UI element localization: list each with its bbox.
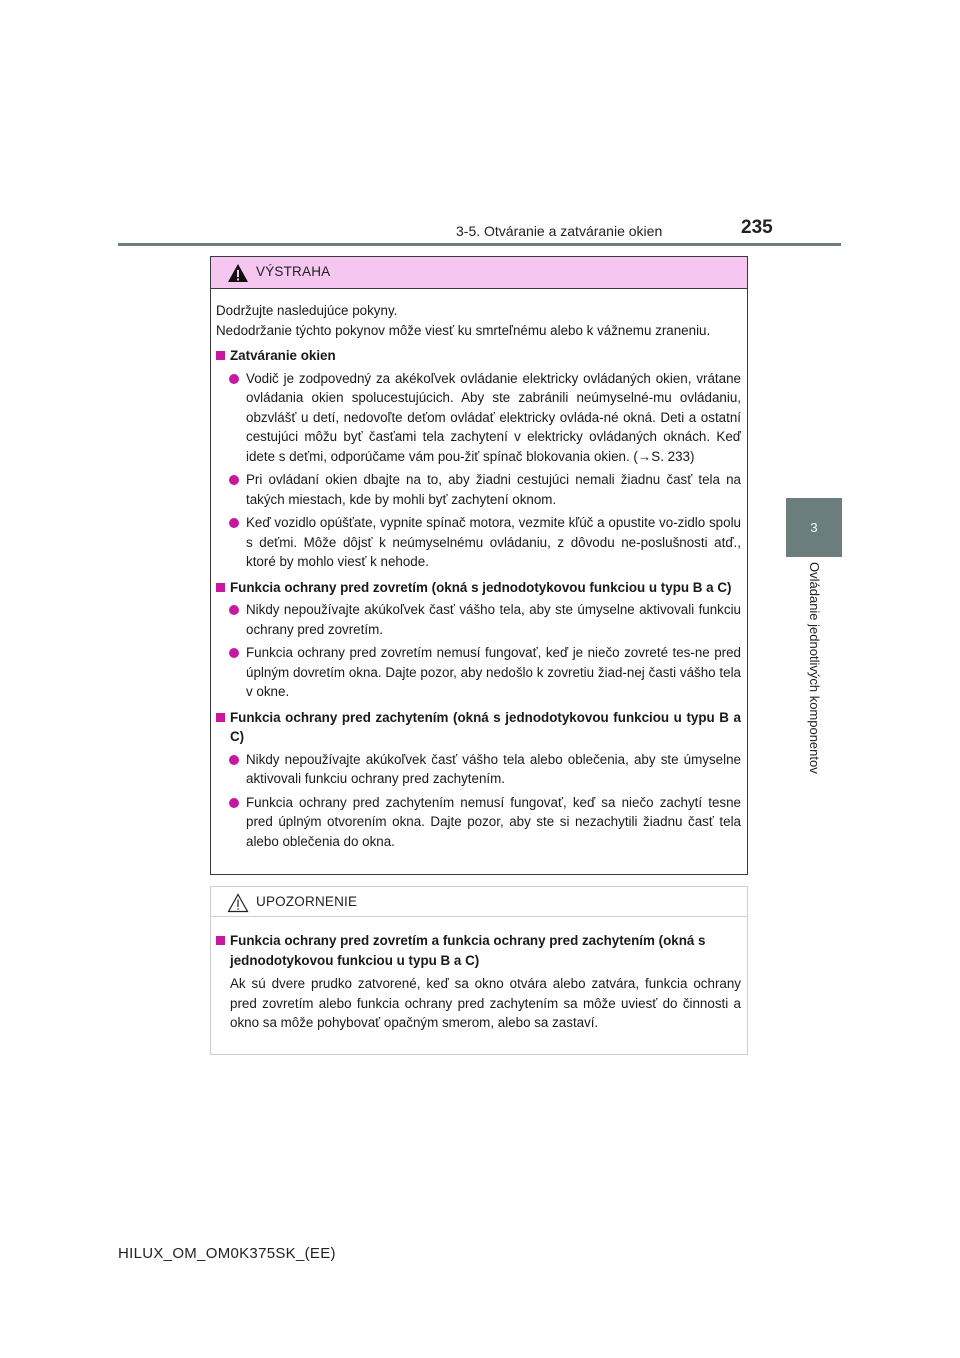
section-square-icon xyxy=(216,936,225,945)
section-title-text: Funkcia ochrany pred zovretím a funkcia ochrany pred zachytením (okná s jednodotykovou funkciou u typu B a C) xyxy=(230,933,706,968)
list-item-text: Keď vozidlo opúšťate, vypnite spínač motora, vezmite kľúč a opustite vo-zidlo spolu s deťmi. Môže dôjsť k neúmyselnému ovládaniu, z dôvodu ne-poslušnosti atď., ktoré by mohlo viesť k nehode. xyxy=(246,515,741,569)
caution-content xyxy=(211,917,747,1033)
chapter-caption-area xyxy=(786,562,842,812)
list-item xyxy=(229,600,741,639)
section-square-icon xyxy=(216,351,225,360)
list-item-text: Vodič je zodpovedný za akékoľvek ovládanie elektricky ovládaných okien, vrátane ovládania okien spolucestujúcich. Aby ste zabránili neúmyselné-mu ovládaniu, obzvlášť u detí, nedovoľte deťom ovládať elektricky ovláda-né okná. Deti a ostatní cestujúci môžu byť časťami tela zachytení v elektricky ovládaných oknách. Keď idete s deťmi, odporúčame vám pou-žiť spínač blokovania okien. (→S. 233) xyxy=(246,370,741,464)
warning-triangle-filled-icon xyxy=(227,263,249,283)
page-number: 235 xyxy=(741,217,773,238)
warning-intro-line-1: Dodržujte nasledujúce pokyny. xyxy=(216,303,398,318)
section-title-text: Funkcia ochrany pred zovretím (okná s jednodotykovou funkciou u typu B a C) xyxy=(230,579,732,595)
list-item-text: Pri ovládaní okien dbajte na to, aby žiadni cestujúci nemali žiadnu časť tela na takých miestach, kde by mohli byť zachytení oknom. xyxy=(246,472,741,507)
section-title-text: Funkcia ochrany pred zachytením (okná s jednodotykovou funkciou u typu B a C) xyxy=(230,709,741,744)
list-item-text: Funkcia ochrany pred zovretím nemusí fungovať, keď je niečo zovreté tes-ne pred úplným dovretím okna. Dajte pozor, aby nedošlo k zovretiu žiad-nej časti vášho tela v okne. xyxy=(246,645,741,699)
section-title-jam-protection xyxy=(216,578,741,598)
header-rule xyxy=(118,243,841,246)
list-item xyxy=(229,643,741,702)
bullet-dot-icon xyxy=(229,374,239,384)
bullet-dot-icon xyxy=(229,518,239,528)
bullet-dot-icon xyxy=(229,755,239,765)
warning-content xyxy=(211,289,747,851)
running-header-section: 3-5. Otváranie a zatváranie okien xyxy=(456,223,663,239)
section-title-text: Zatváranie okien xyxy=(230,348,336,363)
section-square-icon xyxy=(216,583,225,592)
section-title-closing xyxy=(216,346,741,366)
warning-intro xyxy=(216,301,741,340)
caution-box xyxy=(210,886,748,1055)
list-item xyxy=(229,369,741,467)
list-item xyxy=(229,793,741,852)
warning-intro-line-2: Nedodržanie týchto pokynov môže viesť ku smrteľnému alebo k vážnemu zraneniu. xyxy=(216,322,711,338)
warning-box xyxy=(210,256,748,875)
list-item-text: Funkcia ochrany pred zachytením nemusí fungovať, keď sa niečo zachytí tesne pred úplným otvorením okna. Dajte pozor, aby ste si nezachytili žiadnu časť tela alebo oblečenia do okna. xyxy=(246,794,741,849)
warning-label: VÝSTRAHA xyxy=(256,264,331,279)
list-item-text: Nikdy nepoužívajte akúkoľvek časť vášho tela alebo oblečenia, aby ste úmyselne aktivovali funkciu ochrany pred zachytením. xyxy=(246,751,741,786)
caution-triangle-outline-icon xyxy=(227,893,249,913)
bullet-dot-icon xyxy=(229,475,239,485)
bullet-dot-icon xyxy=(229,798,239,808)
bullet-dot-icon xyxy=(229,605,239,615)
list-item xyxy=(229,750,741,789)
chapter-caption: Ovládanie jednotlivých komponentov xyxy=(807,562,822,774)
caution-body: Ak sú dvere prudko zatvorené, keď sa okno otvára alebo zatvára, funkcia ochrany pred zovretím alebo funkcia ochrany pred zachytením sa môže uviesť do činnosti a okno sa môže pohybovať opačným smerom, alebo sa zastaví. xyxy=(230,976,741,1030)
warning-header xyxy=(211,257,747,289)
caution-header xyxy=(211,887,747,917)
section-title-catch-protection xyxy=(216,708,741,747)
section-square-icon xyxy=(216,713,225,722)
chapter-number: 3 xyxy=(810,520,818,535)
chapter-tab xyxy=(786,498,842,557)
document-code: HILUX_OM_OM0K375SK_(EE) xyxy=(118,1245,336,1262)
list-item xyxy=(229,513,741,572)
caution-section-title xyxy=(216,931,741,970)
list-item-text: Nikdy nepoužívajte akúkoľvek časť vášho tela, aby ste úmyselne aktivovali funkciu ochrany pred zovretím. xyxy=(246,602,741,637)
list-item xyxy=(229,470,741,509)
caution-label: UPOZORNENIE xyxy=(256,894,358,909)
bullet-dot-icon xyxy=(229,648,239,658)
